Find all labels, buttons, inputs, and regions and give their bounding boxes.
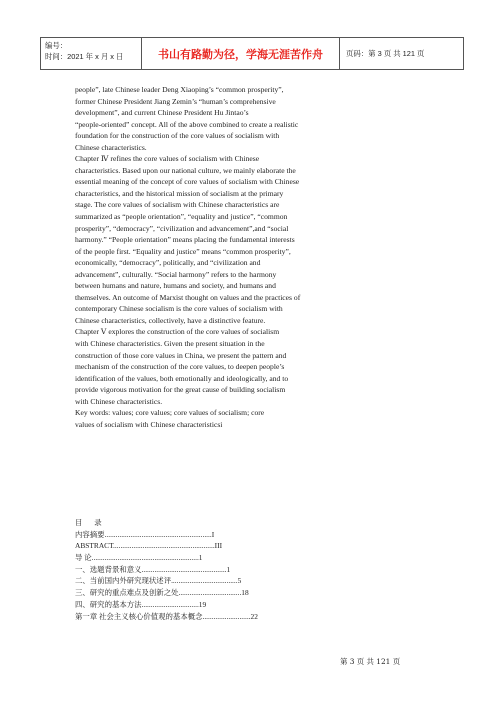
body-line: former Chinese President Jiang Zemin’s “human’s comprehensive — [75, 96, 276, 106]
toc-entry[interactable]: 三、研究的重点难点及创新之处..................................18 — [75, 588, 249, 598]
body-line: with Chinese characteristics. Given the present situation in the — [75, 339, 265, 349]
body-line: Chapter Ⅴ explores the construction of the core values of socialism — [75, 327, 280, 337]
body-line: characteristics. Based upon our national culture, we mainly elaborate the — [75, 165, 296, 175]
toc-entry[interactable]: 一、选题背景和意义..............................................1 — [75, 564, 231, 574]
body-line: contemporary Chinese socialism is the core values of socialism with — [75, 304, 283, 314]
body-line: Chinese characteristics, collectively, have a distinctive feature. — [75, 315, 266, 325]
body-line: values of socialism with Chinese characteristicsi — [75, 419, 223, 429]
body-line: characteristics, and the historical mission of socialism at the primary — [75, 188, 284, 198]
body-line: stage. The core values of socialism with Chinese characteristics are — [75, 200, 280, 210]
body-line: between humans and nature, humans and society, and humans and — [75, 281, 276, 291]
toc-entry[interactable]: 二、当前国内外研究现状述评....................................5 — [75, 576, 242, 586]
toc-title: 目 录 — [75, 518, 107, 527]
toc-entry[interactable]: ABSTRACT.......................................................III — [75, 541, 223, 551]
body-line: identification of the values, both emotionally and ideologically, and to — [75, 373, 289, 383]
body-line: harmony.” “People orientation” means placing the fundamental interests — [75, 235, 295, 245]
body-line: “people-oriented” concept. All of the above combined to create a realistic — [75, 119, 299, 129]
body-line: essential meaning of the concept of core values of socialism with Chinese — [75, 177, 300, 187]
body-line: prosperity”, “democracy”, “civilization and advancement”,and “social — [75, 223, 289, 233]
time-label: 时间：2021 年 x 月 x 日 — [45, 52, 124, 61]
page-footer: 第 3 页 共 121 页 — [340, 657, 401, 666]
toc-entry[interactable]: 第一章 社会主义核心价值观的基本概念..........................22 — [75, 611, 258, 621]
table-of-contents — [75, 517, 375, 622]
body-line: mechanism of the construction of the core values, to deepen people’s — [75, 362, 285, 372]
toc-entry[interactable]: 导 论..........................................................1 — [75, 553, 203, 563]
body-line: provide vigorous motivation for the great cause of building socialism — [75, 385, 286, 395]
body-line: advancement”, culturally. “Social harmony” refers to the harmony — [75, 269, 277, 279]
body-line: Key words: values; core values; core values of socialism; core — [75, 408, 265, 418]
header-motto: 书山有路勤为径，学海无涯苦作舟 — [142, 38, 340, 69]
body-line: of the people first. “Equality and justice” means “common prosperity”, — [75, 246, 291, 256]
body-line: summarized as “people orientation”, “equality and justice”, “common — [75, 212, 288, 222]
body-line: people”, late Chinese leader Deng Xiaoping’s “common prosperity”, — [75, 85, 284, 94]
toc-entry[interactable]: 内容摘要..........................................................I — [75, 529, 215, 539]
body-line: with Chinese characteristics. — [75, 396, 163, 406]
body-line: Chapter Ⅳ refines the core values of socialism with Chinese — [75, 154, 260, 164]
toc-entry[interactable]: 四、研究的基本方法...............................19 — [75, 599, 207, 609]
body-line: foundation for the construction of the core values of socialism with — [75, 131, 280, 141]
body-line: Chinese characteristics. — [75, 142, 147, 152]
header-meta — [41, 38, 142, 69]
body-line: development”, and current Chinese President Hu Jintao’s — [75, 108, 249, 118]
abstract-body — [75, 84, 420, 430]
page-header — [40, 37, 464, 70]
body-line: themselves. An outcome of Marxist thought on values and the practices of — [75, 292, 301, 302]
number-label: 编号： — [45, 41, 68, 50]
body-line: construction of those core values in China, we present the pattern and — [75, 350, 287, 360]
header-page-info: 页码：第 3 页 共 121 页 — [346, 49, 425, 58]
body-line: economically, “democracy”, politically, and “civilization and — [75, 258, 261, 268]
